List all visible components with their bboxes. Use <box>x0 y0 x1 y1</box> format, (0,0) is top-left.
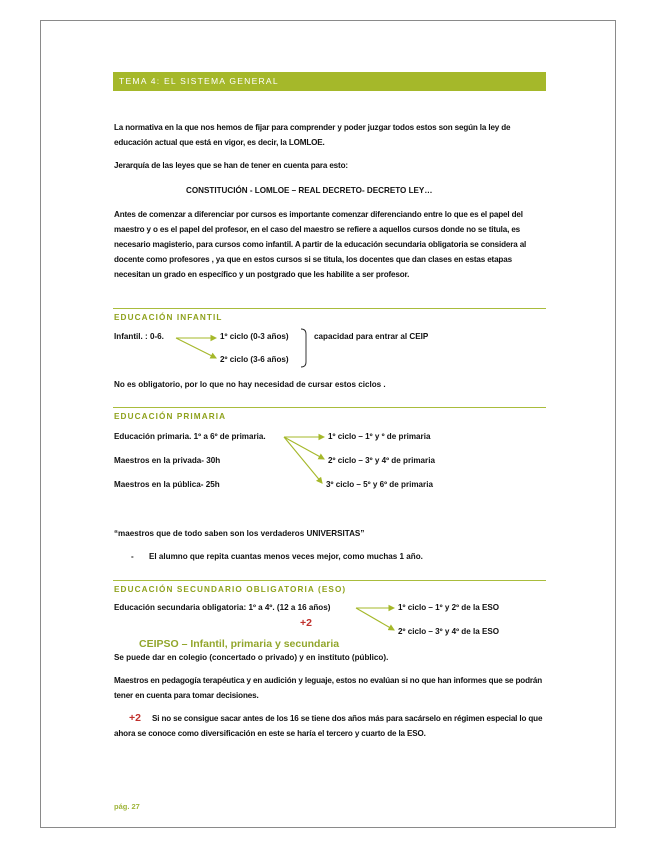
primaria-public: Maestros en la pública- 25h <box>114 480 220 489</box>
primaria-quote: “maestros que de todo saben son los verdaderos UNIVERSITAS” <box>114 529 365 538</box>
eso-school: Se puede dar en colegio (concertado o privado) y en instituto (público). <box>114 653 389 662</box>
section-divider <box>113 580 546 581</box>
plus-two-badge: +2 <box>129 712 141 724</box>
eso-cycle-1: 1º ciclo – 1º y 2º de la ESO <box>398 603 500 612</box>
eso-cycle-2: 2º ciclo – 3º y 4º de la ESO <box>398 627 500 636</box>
section-divider <box>113 308 546 309</box>
bullet-mark: - <box>131 552 134 561</box>
section-heading-eso: EDUCACIÓN SECUNDARIO OBLIGATORIA (ESO) <box>114 585 347 594</box>
infantil-cycle-1: 1º ciclo (0-3 años) <box>220 332 289 341</box>
infantil-cycle-2: 2º ciclo (3-6 años) <box>220 355 289 364</box>
chapter-title: TEMA 4: EL SISTEMA GENERAL <box>113 72 546 91</box>
primaria-cycle-2: 2º ciclo – 3º y 4º de primaria <box>328 456 435 465</box>
eso-teachers: Maestros en pedagogía terapéutica y en audición y leguaje, estos no evalúan si no que han informes que se podrán tener en cuenta para tomar decisiones. <box>114 676 543 700</box>
primaria-cycle-3: 3º ciclo – 5º y 6º de primaria <box>326 480 433 489</box>
section-divider <box>113 407 546 408</box>
ceipso-heading: CEIPSO – Infantil, primaria y secundaria <box>139 638 340 650</box>
section-heading-primaria: EDUCACIÓN PRIMARIA <box>114 412 227 421</box>
intro-paragraph-1: La normativa en la que nos hemos de fijar para comprender y poder juzgar todos estos son según la ley de educación actual que está en vigor, es decir, la LOMLOE. <box>114 123 511 147</box>
intro-paragraph-2: Jerarquía de las leyes que se han de tener en cuenta para esto: <box>114 161 348 170</box>
infantil-label: Infantil. : 0-6. <box>114 332 164 341</box>
infantil-note: capacidad para entrar al CEIP <box>314 332 429 341</box>
intro-paragraph-3: Antes de comenzar a diferenciar por cursos es importante comenzar diferenciando entre lo que es el papel del maestro y o es el papel del profesor, en el caso del maestro se refiere a aquellos cursos donde no se titula, es necesario magisterio, para cursos como infantil. A partir de la educación secundaria obligatoria se considera al docente como profesores , ya que en estos cursos si se titula, los docentes que dan clases en estas etapas necesitan un grado en específico y un postgrado que les habilite a ser profesor. <box>114 210 527 279</box>
eso-final: Si no se consigue sacar antes de los 16 se tiene dos años más para sacárselo en régimen especial lo que ahora se conoce como diversificación en este se haría el tercero y cuarto de la ESO. <box>114 714 543 738</box>
infantil-footer: No es obligatorio, por lo que no hay necesidad de cursar estos ciclos . <box>114 380 386 389</box>
eso-label: Educación secundaria obligatoria: 1º a 4º. (12 a 16 años) <box>114 603 331 612</box>
law-hierarchy: CONSTITUCIÓN - LOMLOE – REAL DECRETO- DECRETO LEY… <box>186 186 433 195</box>
primaria-label: Educación primaria. 1º a 6º de primaria. <box>114 432 266 441</box>
section-heading-infantil: EDUCACIÓN INFANTIL <box>114 313 223 322</box>
primaria-bullet: El alumno que repita cuantas menos veces mejor, como muchas 1 año. <box>149 552 423 561</box>
page-number: pág. 27 <box>114 802 140 811</box>
primaria-cycle-1: 1º ciclo – 1º y º de primaria <box>328 432 431 441</box>
primaria-private: Maestros en la privada- 30h <box>114 456 221 465</box>
plus-two-badge: +2 <box>300 617 312 629</box>
